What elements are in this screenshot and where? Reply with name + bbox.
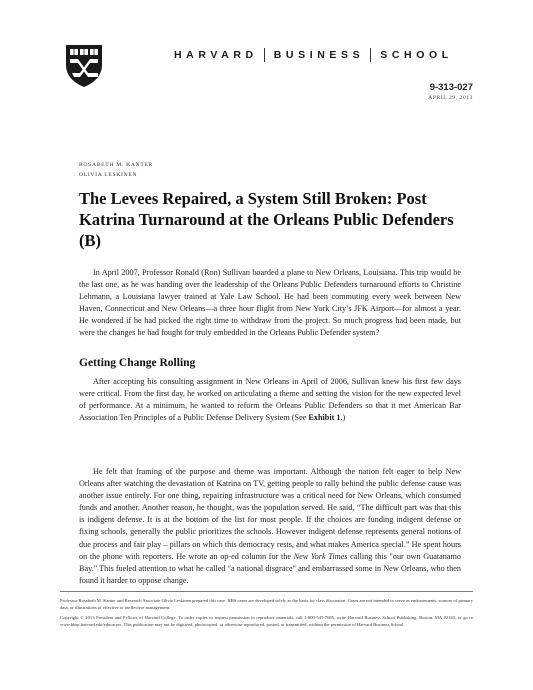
case-date: APRIL 29, 2013	[428, 95, 473, 101]
section-body-1	[79, 376, 461, 424]
author-list	[79, 160, 153, 180]
wordmark-harvard: HARVARD	[174, 49, 258, 61]
intro-paragraph: In April 2007, Professor Ronald (Ron) Sullivan boarded a plane to New Orleans, Louisiana. This trip would be the last one, as he was handing over the leadership of the Orleans Public Defenders turnaround efforts to Christine Lehmann, a Louisiana lawyer trained at Yale Law School. He had been commuting every week between New Haven, Connecticut and New Orleans—a three hour flight from New York City’s JFK Airport—for almost a year. He wondered if he had picked the right time to withdraw from the project. So much progress had been made, but were the changes he had fought for truly embedded in the Orleans Public Defender system?	[79, 268, 461, 338]
author-name: OLIVIA LESKINEN	[79, 172, 138, 178]
wordmark-business: BUSINESS	[273, 49, 365, 61]
exhibit-reference: Exhibit 1	[308, 413, 341, 423]
authorship-note: Professor Rosabeth M. Kanter and Research Associate Olivia Leskinen prepared this case. HBS cases are developed solely as the basis for class discussion. Cases are not intended to serve as endorsements, sources of primary data, or illustrations of effective or ineffective management.	[60, 598, 473, 610]
school-wordmark	[174, 48, 474, 62]
copyright-note: Copyright © 2013 President and Fellows of Harvard College. To order copies or request permission to reproduce materials, call 1-800-545-7685, write Harvard Business School Publishing, Boston, MA 02163, or go to www.hbsp.harvard.edu/educators. This publication may not be digitized, photocopied, or otherwise reproduced, posted, or transmitted, without the permission of Harvard Business School.	[60, 615, 473, 627]
footnote-divider	[60, 591, 473, 592]
author-name: ROSABETH M. KANTER	[79, 162, 153, 168]
section-paragraph-1: After accepting his consulting assignment in New Orleans in April of 2006, Sullivan knew his first few days were critical. From the first day, he worked on articulating a theme and setting the vision for the new expected level of performance. At a minimum, he wanted to reform the Orleans Public Defenders so that it met American Bar Association Ten Principles of a Public Defense Delivery System (See Exhibit 1.)	[79, 377, 461, 423]
harvard-shield-icon	[64, 43, 104, 89]
wordmark-divider	[370, 48, 371, 62]
wordmark-divider	[264, 48, 265, 62]
publication-reference: New York Times	[293, 551, 348, 561]
case-number: 9-313-027	[429, 82, 473, 93]
section-heading: Getting Change Rolling	[79, 357, 196, 369]
wordmark-school: SCHOOL	[380, 49, 453, 61]
section-body-2	[79, 466, 461, 587]
section-paragraph-2: He felt that framing of the purpose and theme was important. Although the nation felt eager to help New Orleans after watching the devastation of Katrina on TV, getting people to rally behind the public defense cause was another issue entirely. For one thing, repairing infrastructure was a critical need for New Orleans, which consumed funds and another. Another reason, he thought, was the population served. He said, “The difficult part was that this is indigent defense. It is at the bottom of the list for most people. If the choices are funding indigent defense or fixing schools, generally the public prioritizes the schools. However indigent defense represents general notions of due process and fair play – pillars on which this democracy rests, and what makes America special.” He spent hours on the phone with reporters. He wrote an op-ed column for the New York Times calling this "our own Guatanamo Bay." This fueled attention to what he called "a national disgrace" and embarrassed some in New Orleans, who then found it harder to oppose change.	[79, 467, 461, 585]
case-title: The Levees Repaired, a System Still Broken: Post Katrina Turnaround at the Orleans Public Defenders (B)	[79, 189, 454, 250]
intro-section	[79, 267, 461, 340]
